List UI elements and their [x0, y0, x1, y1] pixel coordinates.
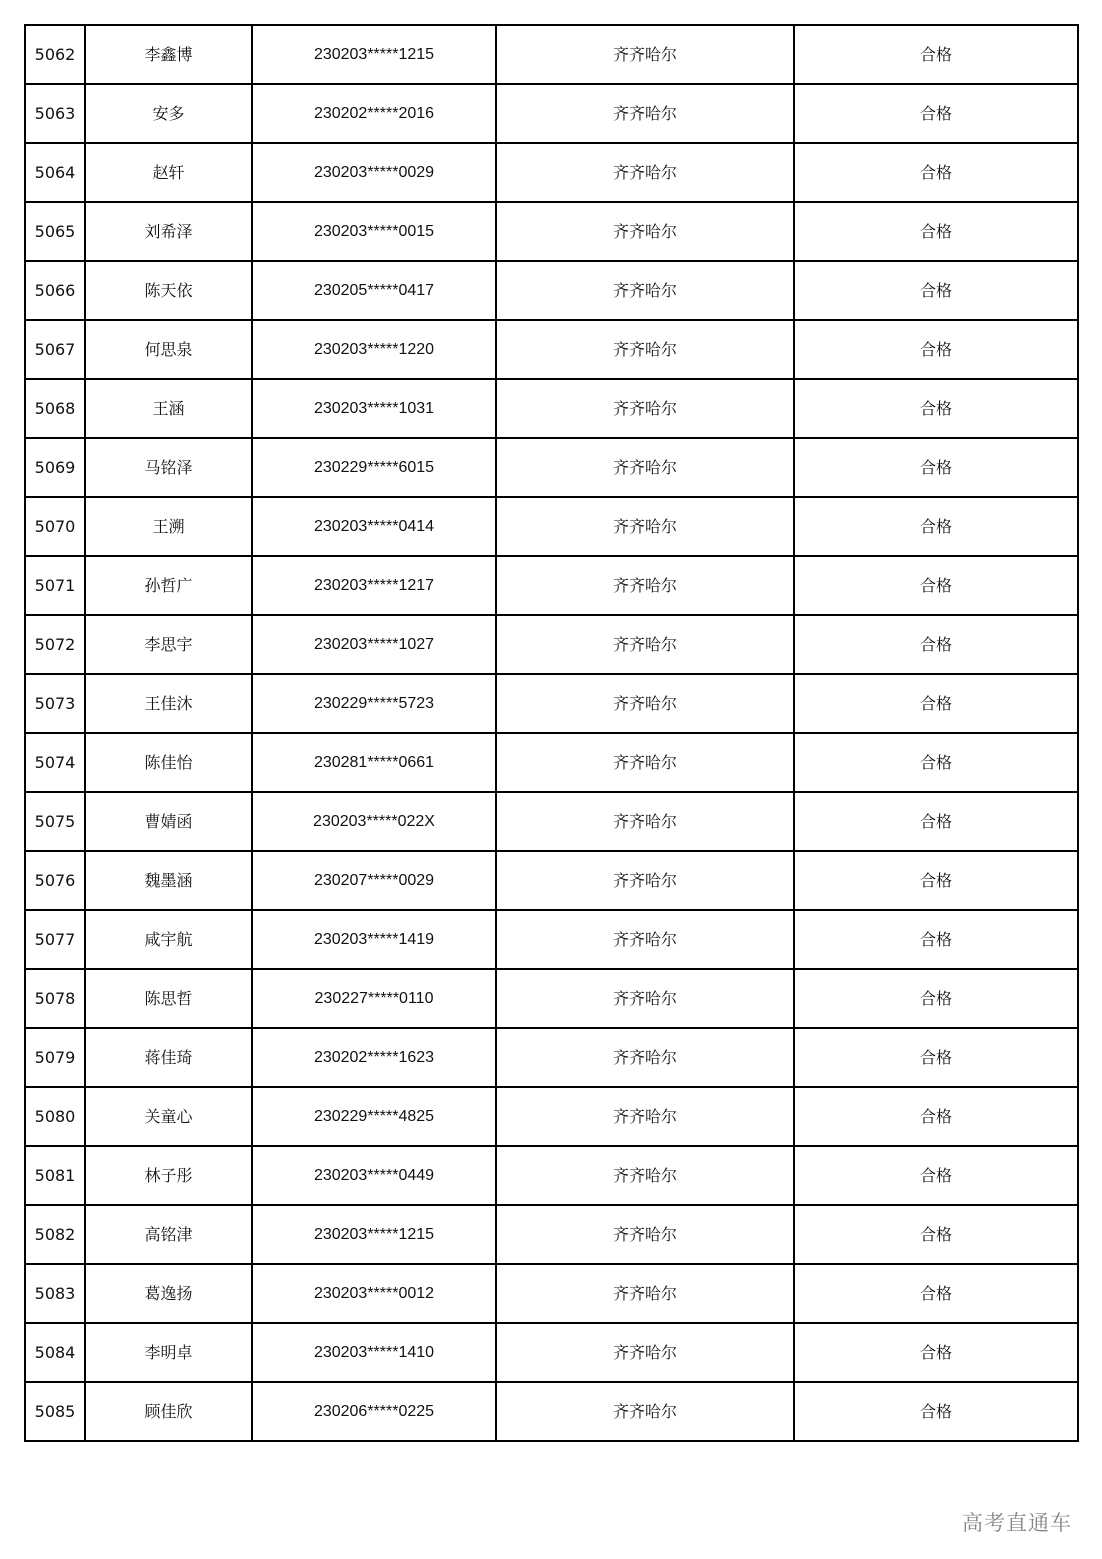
cell-city	[496, 25, 794, 84]
cell-name	[85, 1146, 252, 1205]
cell-name-text: 曹婧函	[144, 811, 193, 831]
cell-name	[85, 1382, 252, 1441]
table-row	[25, 1087, 1078, 1146]
cell-name	[85, 556, 252, 615]
cell-id-number-text: 230202*****2016	[313, 104, 435, 122]
cell-number	[25, 733, 85, 792]
cell-number-text: 5062	[34, 44, 76, 64]
cell-number	[25, 497, 85, 556]
cell-status	[794, 1264, 1078, 1323]
cell-name	[85, 969, 252, 1028]
cell-number	[25, 438, 85, 497]
cell-city	[496, 261, 794, 320]
cell-city-text: 齐齐哈尔	[612, 103, 677, 123]
cell-status	[794, 674, 1078, 733]
cell-status-text: 合格	[919, 339, 952, 359]
cell-city-text: 齐齐哈尔	[612, 1165, 677, 1185]
cell-id-number-text: 230203*****1027	[313, 635, 435, 653]
cell-name-text: 高铭津	[144, 1224, 193, 1244]
table-row	[25, 202, 1078, 261]
cell-status	[794, 379, 1078, 438]
cell-city	[496, 910, 794, 969]
cell-name-text: 孙哲广	[144, 575, 193, 595]
cell-id-number	[252, 1382, 496, 1441]
cell-name-text: 李鑫博	[144, 44, 193, 64]
cell-status	[794, 1146, 1078, 1205]
cell-name-text: 王涵	[152, 398, 185, 418]
cell-number-text: 5065	[34, 221, 76, 241]
cell-city	[496, 1264, 794, 1323]
table-row	[25, 320, 1078, 379]
cell-name	[85, 1264, 252, 1323]
table-row	[25, 1264, 1078, 1323]
cell-status-text: 合格	[919, 1165, 952, 1185]
cell-number	[25, 202, 85, 261]
cell-name	[85, 143, 252, 202]
cell-name-text: 何思泉	[144, 339, 193, 359]
cell-id-number	[252, 615, 496, 674]
cell-number-text: 5074	[34, 752, 76, 772]
watermark-text: 高考直通车	[962, 1511, 1072, 1535]
cell-city-text: 齐齐哈尔	[612, 1342, 677, 1362]
cell-city-text: 齐齐哈尔	[612, 988, 677, 1008]
cell-number-text: 5077	[34, 929, 76, 949]
cell-number-text: 5072	[34, 634, 76, 654]
cell-status-text: 合格	[919, 1283, 952, 1303]
cell-status	[794, 1028, 1078, 1087]
cell-city	[496, 497, 794, 556]
cell-number-text: 5068	[34, 398, 76, 418]
roster-table-body	[25, 25, 1078, 1441]
cell-name-text: 关童心	[144, 1106, 193, 1126]
cell-id-number	[252, 674, 496, 733]
cell-status-text: 合格	[919, 870, 952, 890]
table-row	[25, 615, 1078, 674]
cell-number-text: 5063	[34, 103, 76, 123]
cell-status-text: 合格	[919, 811, 952, 831]
table-row	[25, 143, 1078, 202]
cell-id-number	[252, 202, 496, 261]
cell-name	[85, 261, 252, 320]
cell-name-text: 陈天依	[144, 280, 193, 300]
cell-number	[25, 25, 85, 84]
cell-id-number	[252, 556, 496, 615]
cell-id-number-text: 230227*****0110	[314, 989, 434, 1007]
cell-city-text: 齐齐哈尔	[612, 752, 677, 772]
cell-status	[794, 851, 1078, 910]
cell-status-text: 合格	[919, 516, 952, 536]
cell-status-text: 合格	[919, 752, 952, 772]
cell-number	[25, 261, 85, 320]
cell-status	[794, 910, 1078, 969]
table-row	[25, 1323, 1078, 1382]
table-row	[25, 438, 1078, 497]
cell-name-text: 赵轩	[152, 162, 185, 182]
cell-status-text: 合格	[919, 1224, 952, 1244]
cell-status-text: 合格	[919, 634, 952, 654]
cell-number-text: 5071	[34, 575, 76, 595]
cell-status	[794, 615, 1078, 674]
cell-id-number	[252, 261, 496, 320]
cell-status-text: 合格	[919, 1401, 952, 1421]
cell-city	[496, 143, 794, 202]
cell-name	[85, 202, 252, 261]
cell-city	[496, 84, 794, 143]
cell-city-text: 齐齐哈尔	[612, 339, 677, 359]
cell-status	[794, 320, 1078, 379]
cell-name	[85, 25, 252, 84]
roster-table	[24, 24, 1079, 1442]
cell-name-text: 李思宇	[144, 634, 193, 654]
cell-status	[794, 1205, 1078, 1264]
cell-number	[25, 792, 85, 851]
cell-city-text: 齐齐哈尔	[612, 1283, 677, 1303]
cell-city	[496, 1382, 794, 1441]
cell-name	[85, 792, 252, 851]
cell-id-number-text: 230205*****0417	[313, 281, 435, 299]
cell-id-number	[252, 1264, 496, 1323]
cell-id-number-text: 230203*****022X	[313, 812, 435, 830]
table-row	[25, 1146, 1078, 1205]
table-row	[25, 261, 1078, 320]
cell-number-text: 5080	[34, 1106, 76, 1126]
cell-id-number	[252, 1146, 496, 1205]
cell-city	[496, 851, 794, 910]
cell-city-text: 齐齐哈尔	[612, 398, 677, 418]
cell-id-number-text: 230203*****0029	[313, 163, 435, 181]
cell-status-text: 合格	[919, 988, 952, 1008]
cell-status-text: 合格	[919, 693, 952, 713]
cell-status	[794, 202, 1078, 261]
cell-id-number	[252, 84, 496, 143]
cell-number	[25, 1087, 85, 1146]
cell-number	[25, 1382, 85, 1441]
table-row	[25, 733, 1078, 792]
cell-id-number	[252, 497, 496, 556]
cell-city-text: 齐齐哈尔	[612, 811, 677, 831]
cell-id-number-text: 230203*****1410	[313, 1343, 435, 1361]
cell-city-text: 齐齐哈尔	[612, 280, 677, 300]
cell-name-text: 蒋佳琦	[144, 1047, 193, 1067]
cell-status-text: 合格	[919, 398, 952, 418]
cell-city	[496, 1146, 794, 1205]
cell-number-text: 5083	[34, 1283, 76, 1303]
table-row	[25, 497, 1078, 556]
cell-status-text: 合格	[919, 457, 952, 477]
cell-name	[85, 851, 252, 910]
cell-city	[496, 1028, 794, 1087]
cell-number-text: 5085	[34, 1401, 76, 1421]
cell-city-text: 齐齐哈尔	[612, 1106, 677, 1126]
cell-city-text: 齐齐哈尔	[612, 575, 677, 595]
cell-number-text: 5073	[34, 693, 76, 713]
cell-name-text: 李明卓	[144, 1342, 193, 1362]
cell-id-number-text: 230203*****1215	[313, 1225, 435, 1243]
table-row	[25, 792, 1078, 851]
cell-name-text: 顾佳欣	[144, 1401, 193, 1421]
cell-id-number-text: 230203*****1419	[313, 930, 435, 948]
cell-city-text: 齐齐哈尔	[612, 516, 677, 536]
cell-status	[794, 556, 1078, 615]
cell-city	[496, 1205, 794, 1264]
cell-number-text: 5079	[34, 1047, 76, 1067]
cell-name-text: 陈佳怡	[144, 752, 193, 772]
cell-number-text: 5067	[34, 339, 76, 359]
cell-id-number-text: 230203*****1220	[313, 340, 435, 358]
table-row	[25, 969, 1078, 1028]
cell-city-text: 齐齐哈尔	[612, 870, 677, 890]
cell-name-text: 王佳沐	[144, 693, 193, 713]
cell-status	[794, 1323, 1078, 1382]
cell-city-text: 齐齐哈尔	[612, 162, 677, 182]
cell-number-text: 5066	[34, 280, 76, 300]
cell-name	[85, 320, 252, 379]
cell-number-text: 5069	[34, 457, 76, 477]
cell-name	[85, 910, 252, 969]
cell-number-text: 5064	[34, 162, 76, 182]
cell-name-text: 林子彤	[144, 1165, 193, 1185]
cell-id-number-text: 230203*****0449	[313, 1166, 435, 1184]
cell-number-text: 5078	[34, 988, 76, 1008]
table-row	[25, 1028, 1078, 1087]
roster-table-container	[24, 24, 1077, 1442]
cell-city	[496, 969, 794, 1028]
table-row	[25, 556, 1078, 615]
table-row	[25, 379, 1078, 438]
cell-city	[496, 1087, 794, 1146]
cell-city-text: 齐齐哈尔	[612, 1401, 677, 1421]
cell-city-text: 齐齐哈尔	[612, 634, 677, 654]
cell-id-number-text: 230203*****1215	[313, 45, 435, 63]
cell-status-text: 合格	[919, 1106, 952, 1126]
cell-city-text: 齐齐哈尔	[612, 929, 677, 949]
cell-id-number-text: 230202*****1623	[313, 1048, 435, 1066]
cell-number-text: 5084	[34, 1342, 76, 1362]
cell-status-text: 合格	[919, 575, 952, 595]
cell-name	[85, 674, 252, 733]
cell-id-number-text: 230203*****1031	[313, 399, 435, 417]
cell-number-text: 5076	[34, 870, 76, 890]
cell-id-number-text: 230206*****0225	[313, 1402, 435, 1420]
cell-id-number	[252, 733, 496, 792]
cell-number	[25, 1205, 85, 1264]
cell-number	[25, 143, 85, 202]
cell-status-text: 合格	[919, 1047, 952, 1067]
cell-id-number-text: 230203*****1217	[313, 576, 435, 594]
cell-id-number	[252, 438, 496, 497]
cell-name	[85, 1087, 252, 1146]
cell-id-number-text: 230207*****0029	[313, 871, 435, 889]
cell-name	[85, 84, 252, 143]
cell-status-text: 合格	[919, 103, 952, 123]
cell-id-number-text: 230203*****0015	[313, 222, 435, 240]
cell-status	[794, 25, 1078, 84]
cell-status-text: 合格	[919, 162, 952, 182]
cell-number	[25, 674, 85, 733]
cell-name	[85, 497, 252, 556]
cell-number	[25, 1146, 85, 1205]
cell-id-number	[252, 379, 496, 438]
cell-id-number	[252, 25, 496, 84]
cell-id-number	[252, 792, 496, 851]
cell-name-text: 马铭泽	[144, 457, 193, 477]
cell-number	[25, 1323, 85, 1382]
cell-number	[25, 379, 85, 438]
cell-status	[794, 497, 1078, 556]
cell-name-text: 安多	[152, 103, 185, 123]
cell-id-number	[252, 910, 496, 969]
cell-id-number-text: 230281*****0661	[313, 753, 435, 771]
table-row	[25, 1205, 1078, 1264]
cell-id-number	[252, 969, 496, 1028]
cell-city-text: 齐齐哈尔	[612, 1047, 677, 1067]
cell-number-text: 5070	[34, 516, 76, 536]
cell-number-text: 5082	[34, 1224, 76, 1244]
cell-name	[85, 733, 252, 792]
cell-status	[794, 143, 1078, 202]
cell-name	[85, 1028, 252, 1087]
cell-city	[496, 438, 794, 497]
cell-city	[496, 379, 794, 438]
cell-number	[25, 969, 85, 1028]
cell-name-text: 王溯	[152, 516, 185, 536]
cell-city	[496, 1323, 794, 1382]
cell-id-number	[252, 1323, 496, 1382]
cell-number	[25, 1264, 85, 1323]
cell-status	[794, 969, 1078, 1028]
cell-id-number	[252, 320, 496, 379]
cell-name-text: 咸宇航	[144, 929, 193, 949]
cell-name	[85, 438, 252, 497]
cell-city	[496, 733, 794, 792]
table-row	[25, 1382, 1078, 1441]
cell-status-text: 合格	[919, 221, 952, 241]
cell-city	[496, 320, 794, 379]
cell-status	[794, 733, 1078, 792]
cell-id-number-text: 230229*****4825	[313, 1107, 435, 1125]
cell-id-number	[252, 1087, 496, 1146]
cell-status	[794, 84, 1078, 143]
cell-name	[85, 1323, 252, 1382]
table-row	[25, 25, 1078, 84]
table-row	[25, 910, 1078, 969]
cell-city-text: 齐齐哈尔	[612, 693, 677, 713]
cell-city-text: 齐齐哈尔	[612, 221, 677, 241]
cell-name-text: 刘希泽	[144, 221, 193, 241]
cell-status	[794, 438, 1078, 497]
cell-status-text: 合格	[919, 929, 952, 949]
table-row	[25, 851, 1078, 910]
cell-id-number	[252, 143, 496, 202]
cell-number	[25, 615, 85, 674]
cell-id-number	[252, 851, 496, 910]
cell-city	[496, 202, 794, 261]
cell-number-text: 5081	[34, 1165, 76, 1185]
cell-id-number-text: 230203*****0414	[313, 517, 435, 535]
cell-status-text: 合格	[919, 280, 952, 300]
cell-number	[25, 1028, 85, 1087]
cell-number	[25, 851, 85, 910]
cell-number-text: 5075	[34, 811, 76, 831]
table-row	[25, 674, 1078, 733]
cell-id-number	[252, 1028, 496, 1087]
cell-name	[85, 1205, 252, 1264]
cell-name	[85, 615, 252, 674]
cell-city-text: 齐齐哈尔	[612, 457, 677, 477]
cell-city	[496, 792, 794, 851]
cell-name	[85, 379, 252, 438]
table-row	[25, 84, 1078, 143]
cell-name-text: 葛逸扬	[144, 1283, 193, 1303]
cell-status-text: 合格	[919, 44, 952, 64]
cell-id-number	[252, 1205, 496, 1264]
cell-number	[25, 910, 85, 969]
cell-city	[496, 674, 794, 733]
cell-number	[25, 556, 85, 615]
cell-status-text: 合格	[919, 1342, 952, 1362]
cell-number	[25, 84, 85, 143]
cell-number	[25, 320, 85, 379]
cell-city-text: 齐齐哈尔	[612, 1224, 677, 1244]
cell-id-number-text: 230229*****6015	[313, 458, 435, 476]
cell-name-text: 魏墨涵	[144, 870, 193, 890]
cell-status	[794, 1087, 1078, 1146]
cell-status	[794, 1382, 1078, 1441]
cell-name-text: 陈思哲	[144, 988, 193, 1008]
cell-city-text: 齐齐哈尔	[612, 44, 677, 64]
cell-status	[794, 261, 1078, 320]
cell-city	[496, 615, 794, 674]
cell-id-number-text: 230229*****5723	[313, 694, 435, 712]
cell-city	[496, 556, 794, 615]
cell-id-number-text: 230203*****0012	[313, 1284, 435, 1302]
cell-status	[794, 792, 1078, 851]
